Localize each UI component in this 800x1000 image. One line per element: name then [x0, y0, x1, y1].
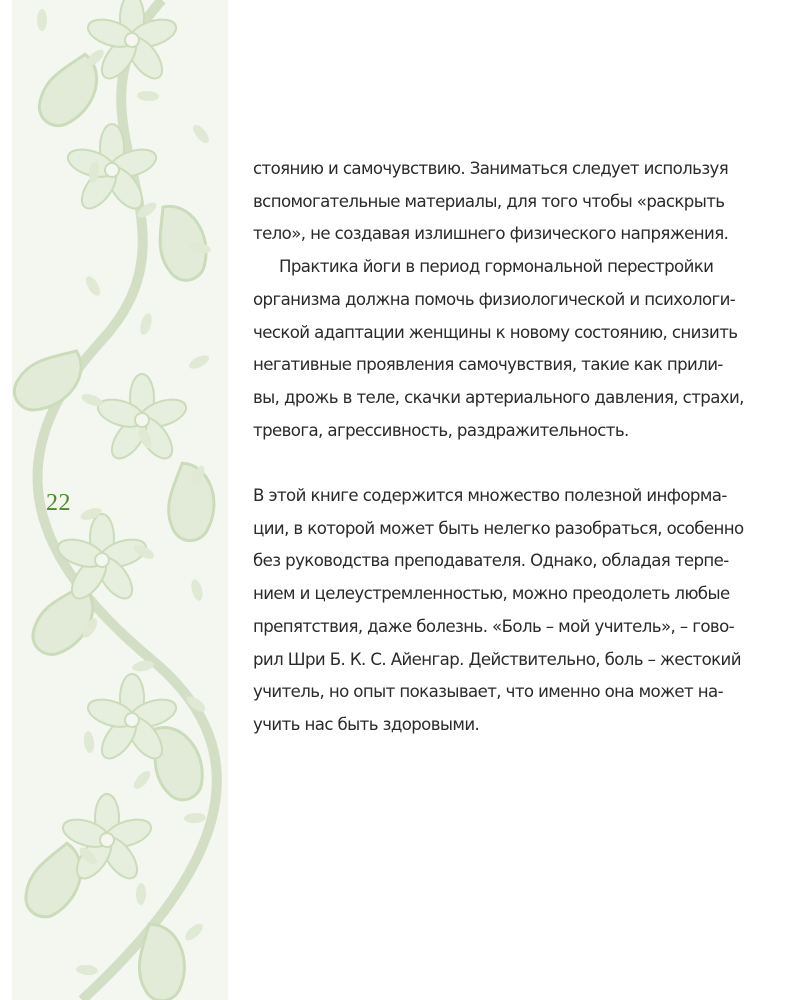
floral-paisley-icon	[12, 0, 228, 1000]
text-line: вы, дрожь в теле, скачки артериального давления, страхи,	[253, 387, 744, 407]
leaf-shape	[190, 122, 212, 145]
leaf-shape	[131, 768, 153, 791]
leaf-shape	[189, 578, 204, 602]
leaf-shape	[136, 883, 146, 905]
text-line: Практика йоги в период гормональной перестройки	[279, 257, 714, 277]
text-line: организма должна помочь физиологической и психологи-	[253, 289, 736, 309]
floral-ornament-border	[12, 0, 228, 1000]
leaf-shape	[138, 312, 154, 336]
text-line: без руководства преподавателя. Однако, обладая терпе-	[253, 551, 729, 571]
flower-center	[105, 163, 119, 177]
text-line: учить нас быть здоровыми.	[253, 714, 480, 734]
leaf-shape	[83, 730, 96, 753]
paragraph-3	[253, 480, 744, 742]
leaf-shape	[37, 9, 47, 31]
flower-center	[125, 33, 139, 47]
flower-center	[135, 413, 149, 427]
paisley-shape	[21, 836, 88, 923]
flower-center	[100, 833, 114, 847]
page-number: 22	[46, 490, 71, 516]
paragraph-2	[253, 251, 744, 447]
text-line: тревога, агрессивность, раздражительность.	[253, 420, 629, 440]
text-line: вспомогательные материалы, для того чтобы «раскрыть	[253, 191, 725, 211]
leaf-shape	[184, 812, 206, 823]
body-text	[253, 153, 744, 742]
paisley-shape	[156, 458, 223, 545]
text-line: нием и целеустремленностью, можно преодолеть любые	[253, 584, 730, 604]
paragraph-spacer	[253, 447, 713, 480]
leaf-shape	[187, 353, 211, 372]
leaf-shape	[83, 274, 103, 298]
text-line: В этой книге содержится множество полезной информа-	[253, 486, 727, 506]
text-line: ческой адаптации женщины к новому состоянию, снизить	[253, 322, 738, 342]
paragraph-1	[253, 153, 729, 251]
text-line: ции, в которой может быть нелегко разобраться, особенно	[253, 518, 744, 538]
text-line: рил Шри Б. К. С. Айенгар. Действительно, боль – жестокий	[253, 649, 741, 669]
text-line: учитель, но опыт показывает, что именно она может на-	[253, 682, 723, 702]
flower-center	[125, 713, 139, 727]
paisley-shape	[124, 917, 196, 1000]
text-line: тело», не создавая излишнего физического напряжения.	[253, 224, 729, 244]
text-line: препятствия, даже болезнь. «Боль – мой учитель», – гово-	[253, 616, 735, 636]
leaf-shape	[76, 964, 99, 976]
leaf-shape	[182, 921, 205, 943]
leaf-shape	[137, 90, 160, 102]
text-line: стоянию и самочувствию. Заниматься следует используя	[253, 159, 729, 178]
flower-center	[95, 553, 109, 567]
text-line: негативные проявления самочувствия, такие как прили-	[253, 355, 723, 375]
